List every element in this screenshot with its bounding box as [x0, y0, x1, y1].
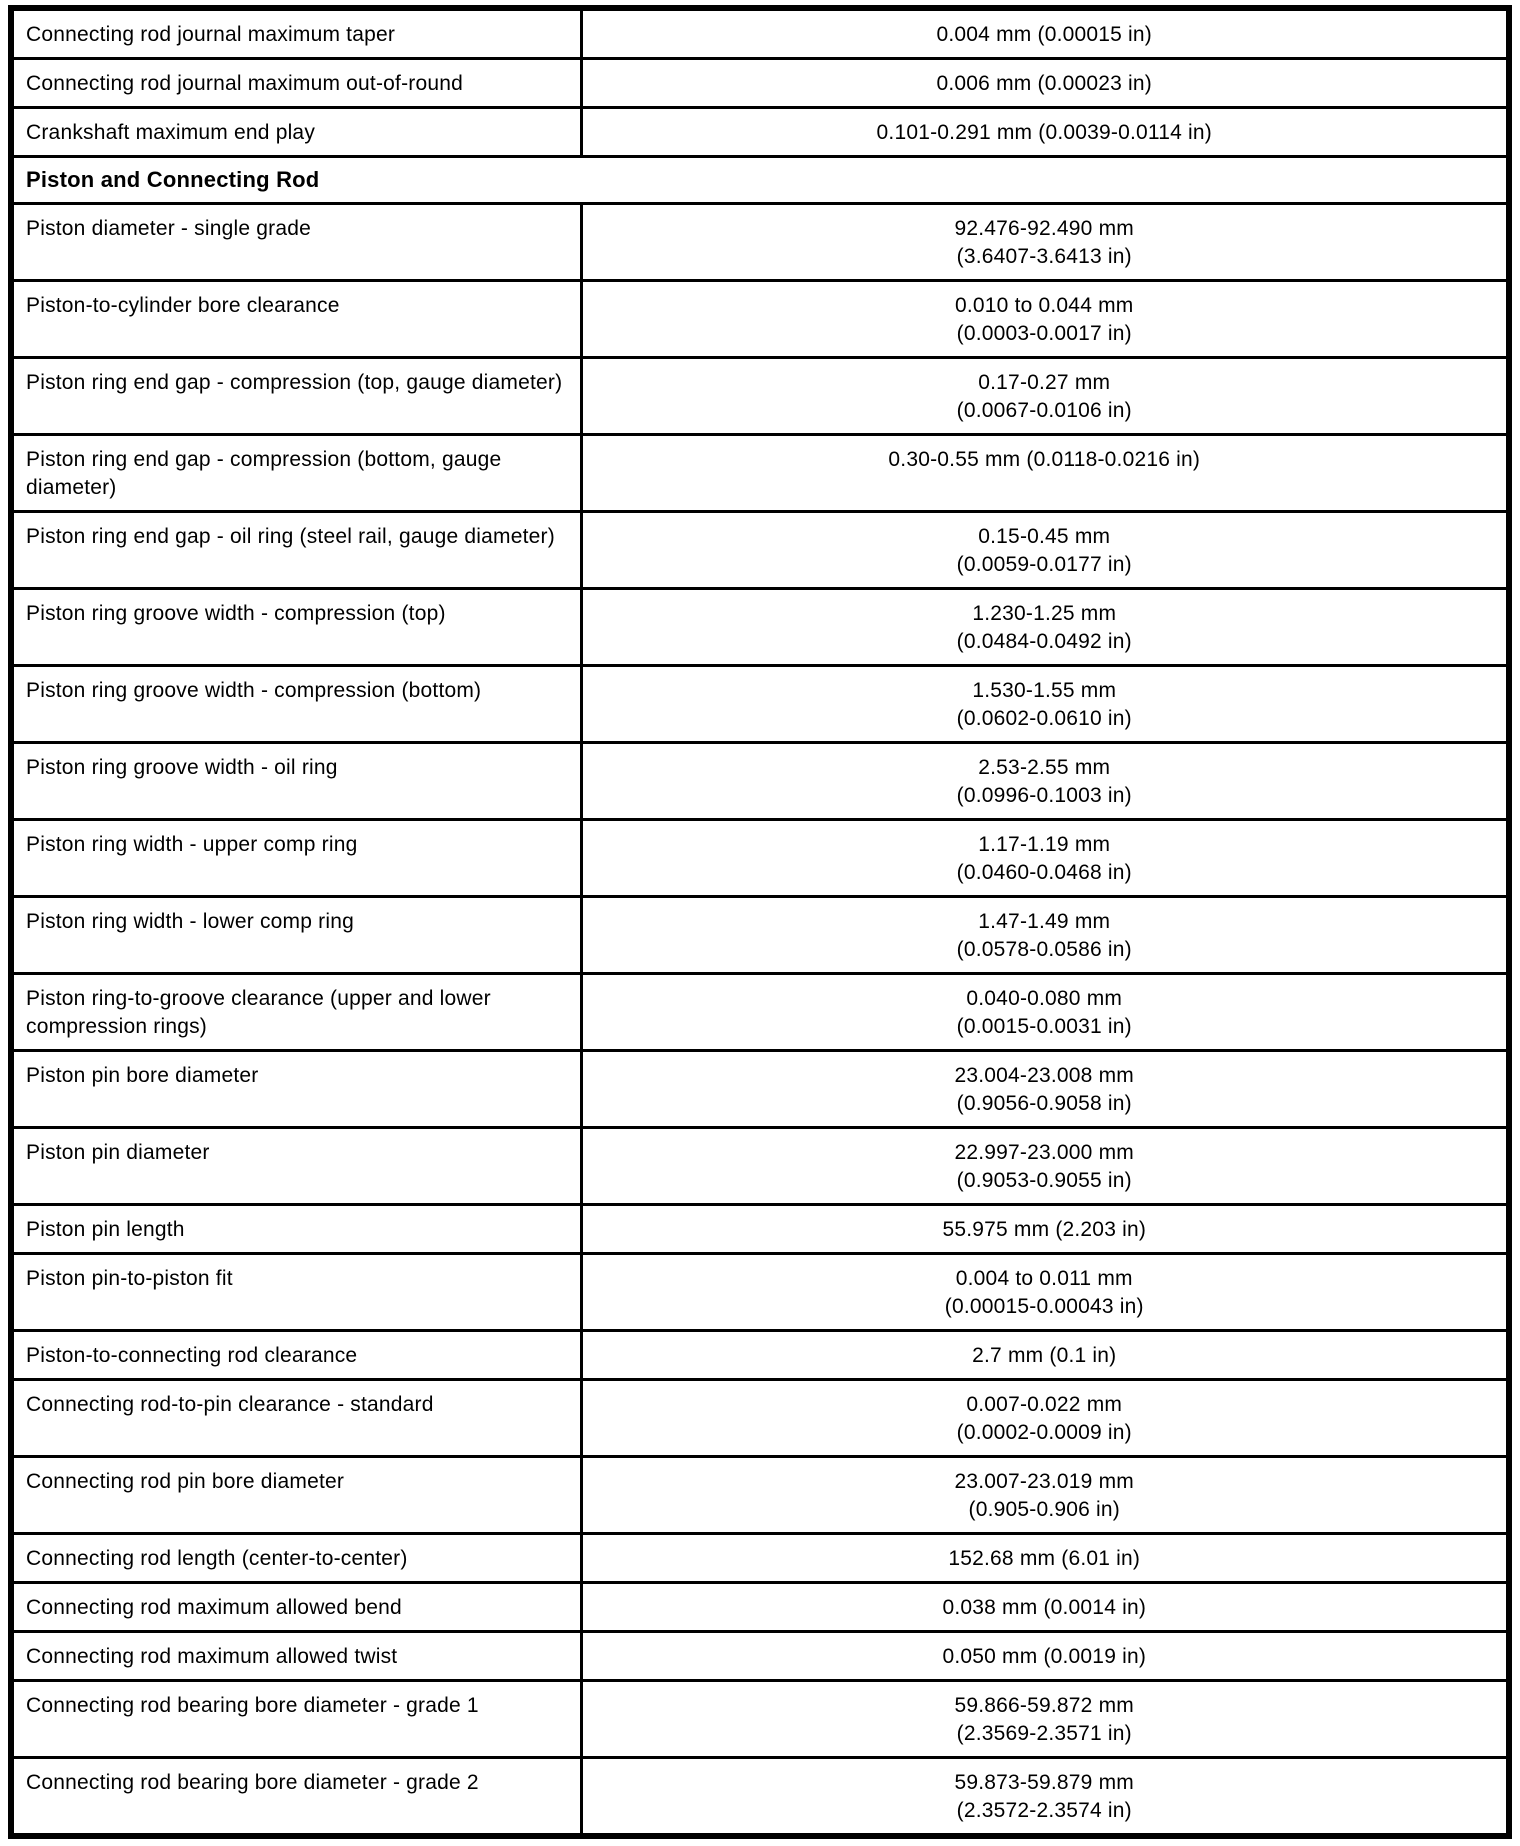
- engine-specifications-table: [8, 5, 1512, 1839]
- spec-value-line: (0.0484-0.0492 in): [956, 630, 1132, 653]
- table-row: [11, 897, 1509, 974]
- spec-value-line: 2.53-2.55 mm: [978, 756, 1111, 779]
- spec-value-cell: [581, 1457, 1509, 1534]
- spec-value-line: (0.0059-0.0177 in): [956, 553, 1132, 576]
- spec-value-line: 0.010 to 0.044 mm: [954, 294, 1134, 317]
- section-header-label: Piston and Connecting Rod: [11, 157, 1509, 204]
- spec-value-line: 0.050 mm (0.0019 in): [942, 1645, 1147, 1668]
- spec-name-cell: Piston ring end gap - compression (bottom, gauge diameter): [11, 435, 581, 512]
- spec-name-cell: Piston pin bore diameter: [11, 1051, 581, 1128]
- table-row: [11, 1254, 1509, 1331]
- spec-name-cell: Piston ring groove width - compression (top): [11, 589, 581, 666]
- spec-value-line: (0.9053-0.9055 in): [956, 1169, 1132, 1192]
- spec-value-line: 92.476-92.490 mm: [954, 217, 1134, 240]
- spec-value-line: 59.873-59.879 mm: [954, 1771, 1134, 1794]
- spec-value-line: 1.230-1.25 mm: [972, 602, 1117, 625]
- spec-value-cell: [581, 108, 1509, 157]
- spec-value-line: 0.004 mm (0.00015 in): [936, 23, 1152, 46]
- spec-value-line: (0.0067-0.0106 in): [956, 399, 1132, 422]
- spec-value-cell: [581, 1128, 1509, 1205]
- table-row: [11, 435, 1509, 512]
- spec-value-line: 2.7 mm (0.1 in): [972, 1344, 1117, 1367]
- spec-value-cell: [581, 1583, 1509, 1632]
- spec-value-cell: [581, 59, 1509, 108]
- spec-value-cell: [581, 281, 1509, 358]
- spec-name-cell: Piston ring end gap - oil ring (steel rail, gauge diameter): [11, 512, 581, 589]
- table-row: [11, 820, 1509, 897]
- spec-value-line: 23.004-23.008 mm: [954, 1064, 1134, 1087]
- table-row: [11, 1205, 1509, 1254]
- spec-value-line: 0.007-0.022 mm: [966, 1393, 1123, 1416]
- spec-value-line: (0.0578-0.0586 in): [956, 938, 1132, 961]
- spec-value-line: 0.006 mm (0.00023 in): [936, 72, 1152, 95]
- spec-value-line: (0.0996-0.1003 in): [956, 784, 1132, 807]
- spec-value-cell: [581, 204, 1509, 281]
- spec-name-cell: Connecting rod bearing bore diameter - grade 2: [11, 1758, 581, 1837]
- spec-name-cell: Piston ring end gap - compression (top, gauge diameter): [11, 358, 581, 435]
- spec-value-line: (0.0460-0.0468 in): [956, 861, 1132, 884]
- table-row: [11, 1457, 1509, 1534]
- table-row: [11, 108, 1509, 157]
- spec-value-line: 0.101-0.291 mm (0.0039-0.0114 in): [876, 121, 1212, 144]
- spec-value-cell: [581, 1534, 1509, 1583]
- spec-name-cell: Connecting rod length (center-to-center): [11, 1534, 581, 1583]
- spec-value-line: 0.038 mm (0.0014 in): [942, 1596, 1147, 1619]
- spec-name-cell: Piston pin diameter: [11, 1128, 581, 1205]
- spec-value-line: 55.975 mm (2.203 in): [942, 1218, 1147, 1241]
- spec-value-line: 0.004 to 0.011 mm: [955, 1267, 1133, 1290]
- spec-value-cell: [581, 974, 1509, 1051]
- spec-value-line: 1.530-1.55 mm: [972, 679, 1117, 702]
- table-row: [11, 512, 1509, 589]
- spec-value-cell: [581, 820, 1509, 897]
- spec-value-line: 0.30-0.55 mm (0.0118-0.0216 in): [888, 448, 1201, 471]
- spec-value-line: 0.17-0.27 mm: [978, 371, 1111, 394]
- section-header-row: [11, 157, 1509, 204]
- spec-table-body: [11, 8, 1509, 1836]
- table-row: [11, 281, 1509, 358]
- spec-value-cell: [581, 1331, 1509, 1380]
- spec-value-cell: [581, 1758, 1509, 1837]
- spec-name-cell: Connecting rod journal maximum out-of-round: [11, 59, 581, 108]
- spec-value-line: 152.68 mm (6.01 in): [948, 1547, 1141, 1570]
- table-row: [11, 1583, 1509, 1632]
- table-row: [11, 8, 1509, 59]
- spec-name-cell: Piston-to-connecting rod clearance: [11, 1331, 581, 1380]
- spec-value-line: (0.00015-0.00043 in): [944, 1295, 1144, 1318]
- spec-name-cell: Piston ring-to-groove clearance (upper and lower compression rings): [11, 974, 581, 1051]
- spec-name-cell: Piston ring width - lower comp ring: [11, 897, 581, 974]
- spec-value-line: 59.866-59.872 mm: [954, 1694, 1134, 1717]
- spec-value-cell: [581, 1051, 1509, 1128]
- spec-value-line: (3.6407-3.6413 in): [956, 245, 1132, 268]
- table-row: [11, 1758, 1509, 1837]
- spec-value-line: (0.9056-0.9058 in): [956, 1092, 1132, 1115]
- spec-value-cell: [581, 897, 1509, 974]
- spec-name-cell: Piston-to-cylinder bore clearance: [11, 281, 581, 358]
- table-row: [11, 666, 1509, 743]
- spec-name-cell: Crankshaft maximum end play: [11, 108, 581, 157]
- spec-name-cell: Piston ring width - upper comp ring: [11, 820, 581, 897]
- spec-value-cell: [581, 1380, 1509, 1457]
- spec-value-cell: [581, 1205, 1509, 1254]
- spec-value-line: 23.007-23.019 mm: [954, 1470, 1134, 1493]
- spec-value-line: (0.0002-0.0009 in): [956, 1421, 1132, 1444]
- spec-value-cell: [581, 1681, 1509, 1758]
- spec-value-line: 1.17-1.19 mm: [978, 833, 1111, 856]
- spec-value-line: 0.040-0.080 mm: [966, 987, 1123, 1010]
- spec-name-cell: Piston pin length: [11, 1205, 581, 1254]
- spec-value-line: (0.905-0.906 in): [968, 1498, 1120, 1521]
- table-row: [11, 1051, 1509, 1128]
- spec-value-cell: [581, 8, 1509, 59]
- spec-value-line: (2.3572-2.3574 in): [956, 1799, 1132, 1822]
- spec-name-cell: Connecting rod journal maximum taper: [11, 8, 581, 59]
- spec-value-cell: [581, 358, 1509, 435]
- table-row: [11, 59, 1509, 108]
- table-row: [11, 1128, 1509, 1205]
- table-row: [11, 1331, 1509, 1380]
- spec-value-line: (0.0003-0.0017 in): [956, 322, 1132, 345]
- spec-value-line: 0.15-0.45 mm: [978, 525, 1111, 548]
- spec-name-cell: Connecting rod bearing bore diameter - grade 1: [11, 1681, 581, 1758]
- spec-value-line: (0.0015-0.0031 in): [956, 1015, 1132, 1038]
- spec-value-line: 22.997-23.000 mm: [954, 1141, 1134, 1164]
- table-row: [11, 974, 1509, 1051]
- spec-name-cell: Connecting rod-to-pin clearance - standard: [11, 1380, 581, 1457]
- spec-value-cell: [581, 666, 1509, 743]
- spec-value-line: (2.3569-2.3571 in): [956, 1722, 1132, 1745]
- table-row: [11, 1681, 1509, 1758]
- table-row: [11, 743, 1509, 820]
- spec-name-cell: Piston diameter - single grade: [11, 204, 581, 281]
- spec-name-cell: Piston pin-to-piston fit: [11, 1254, 581, 1331]
- spec-name-cell: Connecting rod maximum allowed twist: [11, 1632, 581, 1681]
- table-row: [11, 1380, 1509, 1457]
- spec-name-cell: Connecting rod maximum allowed bend: [11, 1583, 581, 1632]
- spec-value-cell: [581, 1254, 1509, 1331]
- spec-value-line: 1.47-1.49 mm: [978, 910, 1111, 933]
- table-row: [11, 1632, 1509, 1681]
- spec-value-cell: [581, 1632, 1509, 1681]
- spec-value-cell: [581, 435, 1509, 512]
- table-row: [11, 358, 1509, 435]
- table-row: [11, 589, 1509, 666]
- spec-value-cell: [581, 589, 1509, 666]
- table-row: [11, 1534, 1509, 1583]
- spec-name-cell: Piston ring groove width - compression (bottom): [11, 666, 581, 743]
- table-row: [11, 204, 1509, 281]
- spec-value-line: (0.0602-0.0610 in): [956, 707, 1132, 730]
- spec-value-cell: [581, 512, 1509, 589]
- spec-value-cell: [581, 743, 1509, 820]
- spec-name-cell: Connecting rod pin bore diameter: [11, 1457, 581, 1534]
- spec-name-cell: Piston ring groove width - oil ring: [11, 743, 581, 820]
